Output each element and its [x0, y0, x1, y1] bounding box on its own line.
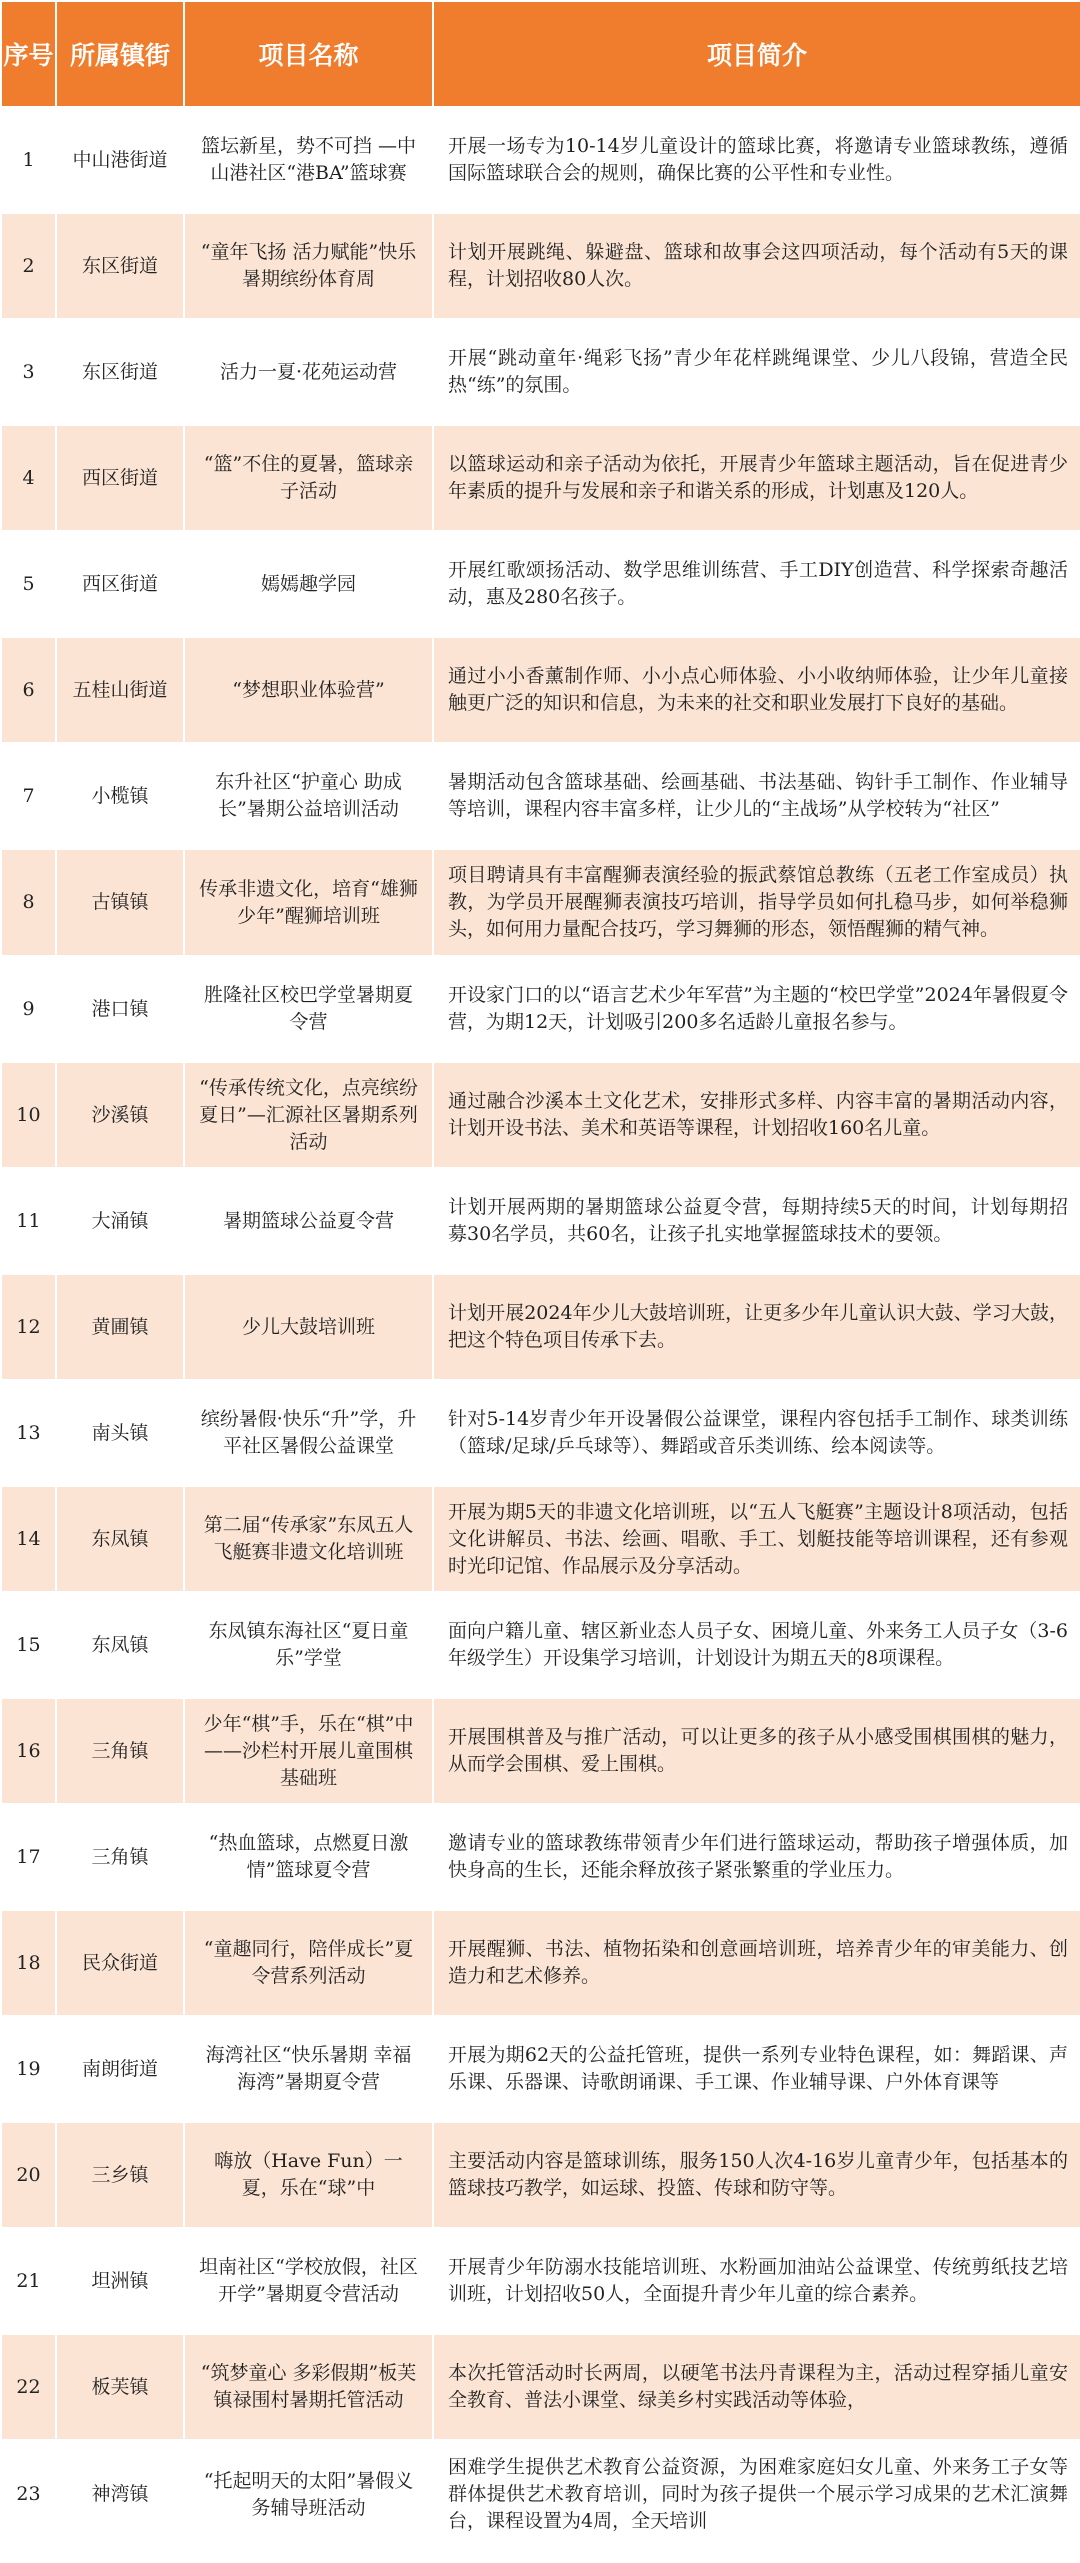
cell-project-desc: 开展红歌颂扬活动、数学思维训练营、手工DIY创造营、科学探索奇趣活动，惠及280名孩子。: [433, 531, 1080, 637]
cell-project-name: “热血篮球，点燃夏日激情”篮球夏令营: [184, 1804, 433, 1910]
cell-town: 三角镇: [56, 1698, 184, 1804]
cell-town: 坦洲镇: [56, 2228, 184, 2334]
cell-project-desc: 计划开展2024年少儿大鼓培训班，让更多少年儿童认识大鼓、学习大鼓，把这个特色项目传承下去。: [433, 1274, 1080, 1380]
table-row: [1, 849, 1080, 956]
cell-project-name: 第二届“传承家”东凤五人飞艇赛非遗文化培训班: [184, 1486, 433, 1592]
table-row: [1, 1804, 1080, 1910]
cell-index: 16: [1, 1698, 56, 1804]
cell-project-name: “传承传统文化，点亮缤纷夏日”—汇源社区暑期系列活动: [184, 1062, 433, 1168]
cell-project-name: 东升社区“护童心 助成长”暑期公益培训活动: [184, 743, 433, 849]
cell-index: 22: [1, 2334, 56, 2440]
table-row: [1, 1486, 1080, 1592]
table-row: [1, 956, 1080, 1062]
cell-index: 12: [1, 1274, 56, 1380]
cell-project-name: 坦南社区“学校放假，社区开学”暑期夏令营活动: [184, 2228, 433, 2334]
header-index: 序号: [1, 1, 56, 107]
table-row: [1, 637, 1080, 743]
table-row: [1, 1062, 1080, 1168]
table-row: [1, 213, 1080, 319]
table-body: [1, 107, 1080, 2548]
table-header-row: [1, 1, 1080, 107]
table-row: [1, 1592, 1080, 1698]
table-row: [1, 1274, 1080, 1380]
cell-project-name: 传承非遗文化，培育“雄狮少年”醒狮培训班: [184, 849, 433, 956]
cell-town: 西区街道: [56, 531, 184, 637]
cell-index: 11: [1, 1168, 56, 1274]
cell-index: 5: [1, 531, 56, 637]
cell-project-desc: 邀请专业的篮球教练带领青少年们进行篮球运动，帮助孩子增强体质，加快身高的生长，还能余释放孩子紧张繁重的学业压力。: [433, 1804, 1080, 1910]
cell-project-name: 暑期篮球公益夏令营: [184, 1168, 433, 1274]
table-row: [1, 2122, 1080, 2228]
cell-town: 三角镇: [56, 1804, 184, 1910]
cell-town: 大涌镇: [56, 1168, 184, 1274]
cell-project-desc: 开展青少年防溺水技能培训班、水粉画加油站公益课堂、传统剪纸技艺培训班，计划招收50人，全面提升青少年儿童的综合素养。: [433, 2228, 1080, 2334]
cell-project-desc: 开展为期62天的公益托管班，提供一系列专业特色课程，如：舞蹈课、声乐课、乐器课、诗歌朗诵课、手工课、作业辅导课、户外体育课等: [433, 2016, 1080, 2122]
table-row: [1, 2334, 1080, 2440]
cell-project-desc: 计划开展两期的暑期篮球公益夏令营，每期持续5天的时间，计划每期招募30名学员，共60名，让孩子扎实地掌握篮球技术的要领。: [433, 1168, 1080, 1274]
cell-project-desc: 开设家门口的以“语言艺术少年军营”为主题的“校巴学堂”2024年暑假夏令营，为期12天，计划吸引200多名适龄儿童报名参与。: [433, 956, 1080, 1062]
cell-index: 8: [1, 849, 56, 956]
cell-index: 13: [1, 1380, 56, 1486]
cell-town: 民众街道: [56, 1910, 184, 2016]
cell-project-name: “梦想职业体验营”: [184, 637, 433, 743]
header-desc: 项目简介: [433, 1, 1080, 107]
cell-index: 9: [1, 956, 56, 1062]
cell-project-name: 少年“棋”手，乐在“棋”中——沙栏村开展儿童围棋基础班: [184, 1698, 433, 1804]
cell-project-desc: 通过融合沙溪本土文化艺术，安排形式多样、内容丰富的暑期活动内容，计划开设书法、美术和英语等课程，计划招收160名儿童。: [433, 1062, 1080, 1168]
cell-town: 南朗街道: [56, 2016, 184, 2122]
cell-project-desc: 以篮球运动和亲子活动为依托，开展青少年篮球主题活动，旨在促进青少年素质的提升与发展和亲子和谐关系的形成，计划惠及120人。: [433, 425, 1080, 531]
cell-project-name: “童年飞扬 活力赋能”快乐暑期缤纷体育周: [184, 213, 433, 319]
cell-index: 18: [1, 1910, 56, 2016]
cell-project-desc: 困难学生提供艺术教育公益资源，为困难家庭妇女儿童、外来务工子女等群体提供艺术教育培训，同时为孩子提供一个展示学习成果的艺术汇演舞台，课程设置为4周，全天培训: [433, 2440, 1080, 2548]
table-row: [1, 1910, 1080, 2016]
cell-index: 23: [1, 2440, 56, 2548]
cell-town: 板芙镇: [56, 2334, 184, 2440]
cell-index: 19: [1, 2016, 56, 2122]
cell-town: 沙溪镇: [56, 1062, 184, 1168]
table-row: [1, 531, 1080, 637]
cell-project-desc: 面向户籍儿童、辖区新业态人员子女、困境儿童、外来务工人员子女（3-6年级学生）开设集学习培训，计划设计为期五天的8项课程。: [433, 1592, 1080, 1698]
cell-index: 21: [1, 2228, 56, 2334]
cell-town: 神湾镇: [56, 2440, 184, 2548]
cell-project-name: 东凤镇东海社区“夏日童乐”学堂: [184, 1592, 433, 1698]
cell-town: 黄圃镇: [56, 1274, 184, 1380]
cell-project-name: “童趣同行，陪伴成长”夏令营系列活动: [184, 1910, 433, 2016]
cell-town: 中山港街道: [56, 107, 184, 213]
table-row: [1, 319, 1080, 425]
cell-project-name: 缤纷暑假·快乐“升”学，升平社区暑假公益课堂: [184, 1380, 433, 1486]
cell-town: 小榄镇: [56, 743, 184, 849]
cell-town: 东区街道: [56, 319, 184, 425]
header-town: 所属镇街: [56, 1, 184, 107]
cell-project-name: 少儿大鼓培训班: [184, 1274, 433, 1380]
cell-project-desc: 暑期活动包含篮球基础、绘画基础、书法基础、钩针手工制作、作业辅导等培训，课程内容丰富多样，让少儿的“主战场”从学校转为“社区”: [433, 743, 1080, 849]
cell-index: 17: [1, 1804, 56, 1910]
cell-project-name: 活力一夏·花苑运动营: [184, 319, 433, 425]
cell-index: 14: [1, 1486, 56, 1592]
cell-town: 东凤镇: [56, 1486, 184, 1592]
table-row: [1, 107, 1080, 213]
cell-project-desc: 开展围棋普及与推广活动，可以让更多的孩子从小感受围棋围棋的魅力，从而学会围棋、爱上围棋。: [433, 1698, 1080, 1804]
cell-index: 3: [1, 319, 56, 425]
cell-project-desc: 开展一场专为10-14岁儿童设计的篮球比赛，将邀请专业篮球教练，遵循国际篮球联合会的规则，确保比赛的公平性和专业性。: [433, 107, 1080, 213]
table-row: [1, 2016, 1080, 2122]
cell-index: 4: [1, 425, 56, 531]
cell-project-name: 嫣嫣趣学园: [184, 531, 433, 637]
cell-project-name: “筑梦童心 多彩假期”板芙镇禄围村暑期托管活动: [184, 2334, 433, 2440]
cell-index: 10: [1, 1062, 56, 1168]
cell-project-name: 篮坛新星，势不可挡 —中山港社区“港BA”篮球赛: [184, 107, 433, 213]
cell-town: 港口镇: [56, 956, 184, 1062]
table-row: [1, 425, 1080, 531]
cell-town: 五桂山街道: [56, 637, 184, 743]
cell-project-desc: 通过小小香薰制作师、小小点心师体验、小小收纳师体验，让少年儿童接触更广泛的知识和信息，为未来的社交和职业发展打下良好的基础。: [433, 637, 1080, 743]
table-row: [1, 1168, 1080, 1274]
cell-town: 南头镇: [56, 1380, 184, 1486]
cell-project-desc: 计划开展跳绳、躲避盘、篮球和故事会这四项活动，每个活动有5天的课程，计划招收80人次。: [433, 213, 1080, 319]
table-row: [1, 743, 1080, 849]
cell-index: 20: [1, 2122, 56, 2228]
cell-project-desc: 开展“跳动童年·绳彩飞扬”青少年花样跳绳课堂、少儿八段锦，营造全民热“练”的氛围。: [433, 319, 1080, 425]
cell-project-desc: 项目聘请具有丰富醒狮表演经验的振武蔡馆总教练（五老工作室成员）执教，为学员开展醒狮表演技巧培训，指导学员如何扎稳马步，如何举稳狮头，如何用力量配合技巧，学习舞狮的形态，领悟醒狮的精气神。: [433, 849, 1080, 956]
cell-project-desc: 本次托管活动时长两周，以硬笔书法丹青课程为主，活动过程穿插儿童安全教育、普法小课堂、绿美乡村实践活动等体验，: [433, 2334, 1080, 2440]
cell-project-name: 嗨放（Have Fun）一夏，乐在“球”中: [184, 2122, 433, 2228]
cell-project-desc: 开展为期5天的非遗文化培训班，以“五人飞艇赛”主题设计8项活动，包括文化讲解员、书法、绘画、唱歌、手工、划艇技能等培训课程，还有参观时光印记馆、作品展示及分享活动。: [433, 1486, 1080, 1592]
header-name: 项目名称: [184, 1, 433, 107]
cell-town: 三乡镇: [56, 2122, 184, 2228]
cell-index: 7: [1, 743, 56, 849]
table-row: [1, 2440, 1080, 2548]
cell-index: 6: [1, 637, 56, 743]
cell-project-name: “托起明天的太阳”暑假义务辅导班活动: [184, 2440, 433, 2548]
cell-project-name: 胜隆社区校巴学堂暑期夏令营: [184, 956, 433, 1062]
cell-index: 2: [1, 213, 56, 319]
cell-town: 东区街道: [56, 213, 184, 319]
cell-index: 15: [1, 1592, 56, 1698]
cell-town: 东凤镇: [56, 1592, 184, 1698]
cell-project-desc: 开展醒狮、书法、植物拓染和创意画培训班，培养青少年的审美能力、创造力和艺术修养。: [433, 1910, 1080, 2016]
cell-project-name: “篮”不住的夏暑，篮球亲子活动: [184, 425, 433, 531]
cell-project-name: 海湾社区“快乐暑期 幸福海湾”暑期夏令营: [184, 2016, 433, 2122]
table-row: [1, 1380, 1080, 1486]
cell-index: 1: [1, 107, 56, 213]
cell-town: 西区街道: [56, 425, 184, 531]
cell-project-desc: 针对5-14岁青少年开设暑假公益课堂，课程内容包括手工制作、球类训练（篮球/足球/乒乓球等）、舞蹈或音乐类训练、绘本阅读等。: [433, 1380, 1080, 1486]
table-row: [1, 2228, 1080, 2334]
cell-project-desc: 主要活动内容是篮球训练，服务150人次4-16岁儿童青少年，包括基本的篮球技巧教学，如运球、投篮、传球和防守等。: [433, 2122, 1080, 2228]
table-row: [1, 1698, 1080, 1804]
cell-town: 古镇镇: [56, 849, 184, 956]
